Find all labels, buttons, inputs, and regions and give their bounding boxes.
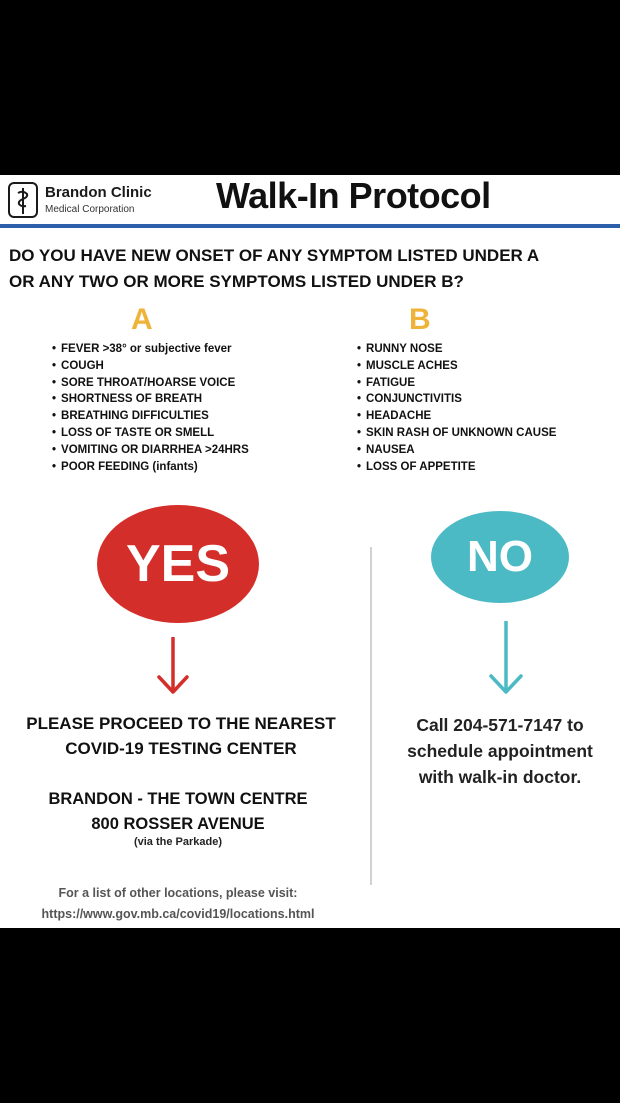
symptom-list-b	[357, 341, 556, 475]
testing-center-address	[0, 787, 356, 837]
brandon-clinic-logo	[8, 180, 178, 222]
list-item: • HEADACHE	[357, 408, 556, 425]
list-item: • RUNNY NOSE	[357, 341, 556, 358]
question-line-2: OR ANY TWO OR MORE SYMPTOMS LISTED UNDER B?	[9, 272, 464, 291]
call-line-3: with walk-in doctor.	[418, 767, 582, 787]
clinic-subtitle: Medical Corporation	[45, 204, 135, 215]
list-item: • FEVER >38° or subjective fever	[52, 341, 249, 358]
no-label: NO	[467, 532, 533, 581]
list-item: • SORE THROAT/HOARSE VOICE	[52, 375, 249, 392]
location-line-1: BRANDON - THE TOWN CENTRE	[48, 790, 308, 808]
arrow-down-icon	[156, 637, 190, 695]
no-oval	[431, 511, 569, 603]
column-b-heading: B	[409, 303, 431, 336]
parkade-note: (via the Parkade)	[133, 836, 223, 848]
proceed-line-1: PLEASE PROCEED TO THE NEAREST	[26, 714, 336, 733]
list-item: • VOMITING OR DIARRHEA >24HRS	[52, 442, 249, 459]
locations-url: https://www.gov.mb.ca/covid19/locations.html	[41, 907, 315, 921]
header-divider	[0, 224, 620, 228]
visit-line: For a list of other locations, please visit:	[58, 886, 298, 900]
list-item: • MUSCLE ACHES	[357, 358, 556, 375]
caduceus-icon	[8, 182, 38, 218]
other-locations-note	[0, 883, 356, 925]
page-title: Walk-In Protocol	[216, 175, 491, 216]
symptom-list-a	[52, 341, 249, 475]
yes-label: YES	[125, 535, 231, 593]
list-item: • FATIGUE	[357, 375, 556, 392]
location-line-2: 800 ROSSER AVENUE	[91, 815, 265, 833]
walk-in-protocol-poster	[0, 175, 620, 928]
screening-question	[9, 243, 619, 295]
list-item: • LOSS OF APPETITE	[357, 459, 556, 476]
list-item: • BREATHING DIFFICULTIES	[52, 408, 249, 425]
call-instruction	[380, 712, 620, 790]
list-item: • SHORTNESS OF BREATH	[52, 391, 249, 408]
list-item: • POOR FEEDING (infants)	[52, 459, 249, 476]
list-item: • NAUSEA	[357, 442, 556, 459]
question-line-1: DO YOU HAVE NEW ONSET OF ANY SYMPTOM LISTED UNDER A	[9, 246, 540, 265]
arrow-down-icon	[488, 621, 524, 695]
list-item: • SKIN RASH OF UNKNOWN CAUSE	[357, 425, 556, 442]
list-item: • LOSS OF TASTE OR SMELL	[52, 425, 249, 442]
yes-oval	[97, 505, 259, 623]
column-a-heading: A	[131, 303, 153, 336]
call-line-2: schedule appointment	[407, 741, 593, 761]
column-divider	[370, 547, 372, 885]
list-item: • COUGH	[52, 358, 249, 375]
call-line-1: Call 204-571-7147 to	[416, 715, 584, 735]
list-item: • CONJUNCTIVITIS	[357, 391, 556, 408]
proceed-line-2: COVID-19 TESTING CENTER	[65, 739, 297, 758]
testing-center-instruction	[0, 711, 362, 761]
clinic-name: Brandon Clinic	[45, 184, 152, 201]
